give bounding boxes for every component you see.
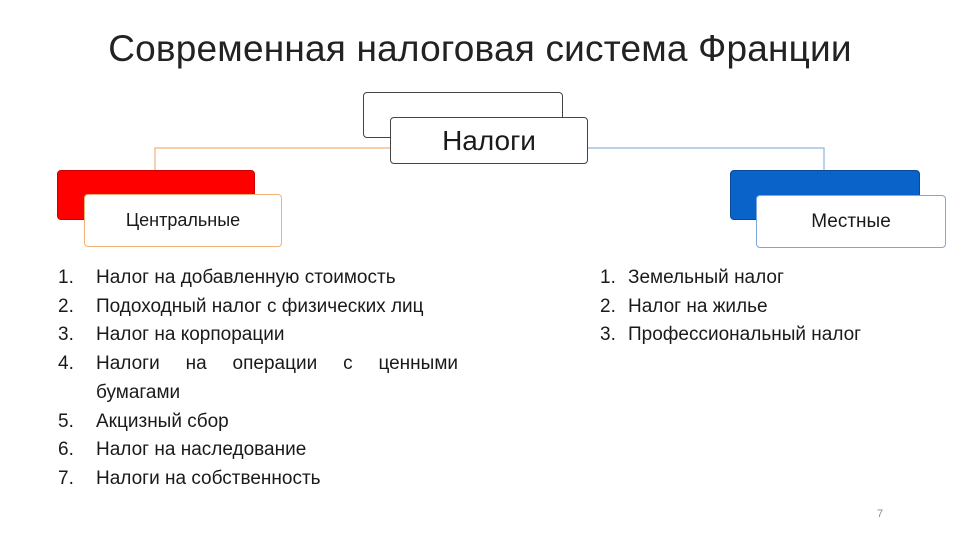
local-node [756,195,946,248]
list-item [58,408,458,437]
list-item [58,436,458,465]
slide-title: Современная налоговая система Франции [108,28,852,69]
item-number: 7. [58,467,74,489]
item-text: Налог на жилье [628,295,768,317]
central-node [84,194,282,247]
list-item [600,293,920,322]
list-item [58,321,458,350]
item-number: 2. [58,295,74,317]
local-taxes-list [600,264,920,350]
item-number: 4. [58,353,74,375]
root-node-label: Налоги [442,124,536,156]
item-text: Профессиональный налог [628,324,862,346]
item-text: Налоги на операции с ценными бумагами [96,353,458,403]
item-number: 3. [600,324,616,346]
item-text: Подоходный налог с физических лиц [96,295,424,317]
list-item [58,350,458,407]
list-item [600,264,920,293]
item-number: 2. [600,295,616,317]
item-number: 3. [58,324,74,346]
item-text: Акцизный сбор [96,410,229,432]
local-node-label: Местные [811,210,891,232]
item-text: Налог на добавленную стоимость [96,267,396,288]
list-item [600,321,920,350]
item-text: Налог на наследование [96,439,307,461]
item-text: Земельный налог [628,267,784,288]
page-number: 7 [877,508,884,520]
central-node-label: Центральные [125,210,241,230]
list-item [58,465,458,494]
connector-right [588,148,824,170]
central-taxes-list [58,264,458,494]
item-text: Налоги на собственность [96,467,321,489]
item-text: Налог на корпорации [96,324,285,346]
list-item [58,264,458,293]
item-number: 1. [58,267,74,288]
root-node [390,117,588,164]
item-number: 5. [58,410,74,432]
item-number: 1. [600,267,616,288]
connector-left [155,148,390,170]
list-item [58,293,458,322]
item-number: 6. [58,439,74,461]
